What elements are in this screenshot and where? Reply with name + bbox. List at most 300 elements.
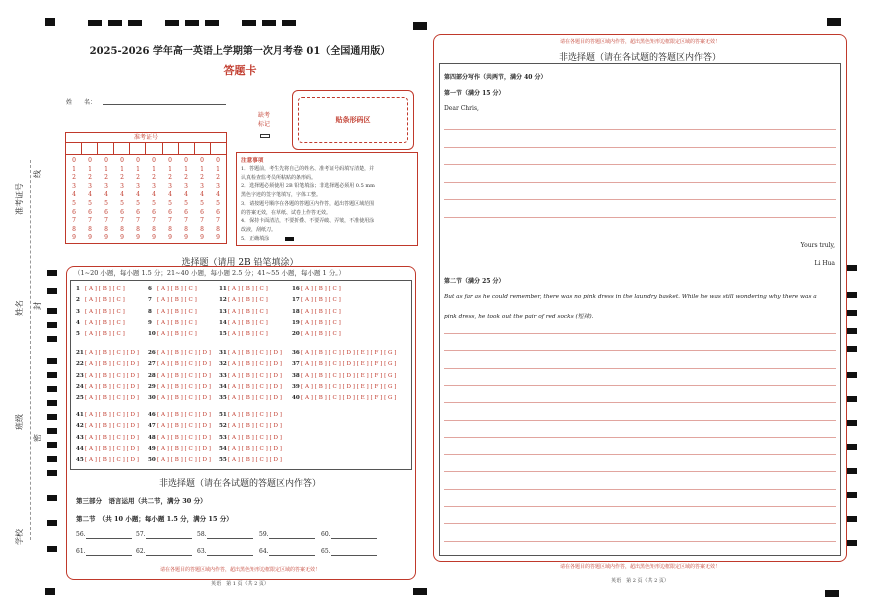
mc-options[interactable]: [ A ] [ B ] [ C ]	[85, 286, 125, 292]
exam-digit-bubble[interactable]: 0	[72, 157, 76, 164]
mc-question-number: 8	[148, 308, 152, 315]
mc-question[interactable]	[219, 309, 268, 315]
mc-options[interactable]: [ A ] [ B ] [ C ] [ D ] [ E ] [ F ] [ G ]	[301, 372, 397, 379]
mc-options[interactable]: [ A ] [ B ] [ C ]	[157, 319, 197, 326]
exam-digit-bubble[interactable]: 2	[136, 174, 140, 182]
mc-question[interactable]	[76, 361, 139, 367]
exam-digit-bubble[interactable]: 1	[120, 165, 124, 173]
mc-question[interactable]	[76, 446, 139, 452]
exam-digit-bubble[interactable]: 3	[168, 182, 172, 190]
exam-digit-bubble[interactable]: 5	[168, 199, 172, 207]
mc-options[interactable]: [ A ] [ B ] [ C ]	[85, 319, 125, 326]
exam-digit-bubble[interactable]: 1	[88, 165, 92, 173]
writing-line[interactable]	[444, 199, 836, 200]
mc-question[interactable]	[292, 384, 396, 390]
mc-options[interactable]: [ A ] [ B ] [ C ] [ D ]	[228, 383, 282, 390]
mc-question[interactable]	[219, 320, 268, 326]
mc-question[interactable]	[219, 350, 282, 356]
blank-answer-line[interactable]	[269, 555, 315, 556]
mc-question[interactable]	[219, 297, 268, 303]
mc-options[interactable]: [ A ] [ B ] [ C ] [ D ]	[157, 350, 211, 356]
mc-question[interactable]	[219, 361, 282, 367]
mc-options[interactable]: [ A ] [ B ] [ C ]	[157, 297, 197, 304]
exam-digit-bubble[interactable]: 9	[200, 234, 204, 242]
mc-options[interactable]: [ A ] [ B ] [ C ] [ D ]	[228, 350, 282, 356]
blank-answer-line[interactable]	[207, 538, 253, 539]
exam-digit-bubble[interactable]: 5	[104, 199, 108, 207]
exam-digit-bubble[interactable]: 4	[72, 191, 76, 199]
exam-digit-bubble[interactable]: 8	[200, 225, 204, 233]
blank-answer-line[interactable]	[146, 555, 192, 556]
timing-mark	[47, 308, 57, 314]
mc-question[interactable]	[219, 435, 282, 441]
blank-label: 62.	[136, 548, 146, 555]
exam-digit-bubble[interactable]: 0	[120, 157, 124, 164]
exam-digit-bubble[interactable]: 0	[136, 157, 140, 164]
mc-question-number: 18	[292, 308, 300, 315]
mc-question-number: 2	[76, 297, 80, 304]
exam-digit-bubble[interactable]: 1	[152, 165, 156, 173]
mc-options[interactable]: [ A ] [ B ] [ C ] [ D ]	[228, 361, 282, 368]
mc-question[interactable]	[148, 384, 211, 390]
mc-question[interactable]	[219, 395, 282, 401]
mc-question[interactable]	[219, 286, 268, 292]
exam-digit-bubble[interactable]: 0	[152, 157, 156, 164]
exam-digit-bubble[interactable]: 3	[72, 182, 76, 190]
mc-options[interactable]: [ A ] [ B ] [ C ]	[301, 319, 341, 326]
exam-digit-bubble[interactable]: 3	[120, 182, 124, 190]
exam-digit-bubble[interactable]: 9	[184, 234, 188, 242]
exam-digit-bubble[interactable]: 9	[88, 234, 92, 242]
timing-mark	[847, 468, 857, 474]
mc-question[interactable]	[292, 309, 341, 315]
mc-question[interactable]	[292, 286, 341, 292]
right-page-number: 英语 第 2 页（共 2 页）	[611, 578, 669, 584]
mc-subtitle: （1~20 小题，每小题 1.5 分；21~40 小题，每小题 2.5 分；41~55 小题，每小题 1 分。）	[74, 269, 345, 277]
mc-question[interactable]	[219, 412, 282, 418]
timing-mark	[47, 442, 57, 448]
exam-digit-bubble[interactable]: 3	[104, 182, 108, 190]
name-field[interactable]	[103, 104, 226, 105]
exam-digit-bubble[interactable]: 3	[88, 182, 92, 190]
mc-question[interactable]	[148, 395, 211, 401]
exam-digit-bubble[interactable]: 4	[200, 191, 204, 199]
mc-options[interactable]: [ A ] [ B ] [ C ] [ D ]	[85, 423, 139, 430]
mc-options[interactable]: [ A ] [ B ] [ C ] [ D ]	[157, 361, 211, 368]
exam-digit-bubble[interactable]: 5	[184, 199, 188, 207]
mc-options[interactable]: [ A ] [ B ] [ C ] [ D ]	[228, 372, 282, 379]
blank-label: 56.	[76, 531, 86, 538]
mc-options[interactable]: [ A ] [ B ] [ C ]	[301, 297, 341, 304]
exam-digit-bubble[interactable]: 2	[120, 174, 124, 182]
exam-digit-bubble[interactable]: 7	[88, 217, 92, 225]
note-line: 1．答题前，考生先将自己的姓名、准考证号码填写清楚，并	[241, 166, 375, 172]
mc-question[interactable]	[76, 331, 125, 337]
exam-digit-bubble[interactable]: 1	[104, 165, 108, 173]
writing-line[interactable]	[444, 385, 836, 386]
mc-question[interactable]	[76, 373, 139, 379]
mc-question[interactable]	[148, 320, 197, 326]
writing-line[interactable]	[444, 420, 836, 421]
exam-digit-bubble[interactable]: 8	[104, 225, 108, 233]
writing-line[interactable]	[444, 129, 836, 130]
mc-question-number: 16	[292, 286, 300, 292]
mc-options[interactable]: [ A ] [ B ] [ C ] [ D ]	[85, 383, 139, 390]
exam-digit-bubble[interactable]: 5	[120, 199, 124, 207]
absent-checkbox[interactable]	[260, 134, 270, 138]
mc-question-number: 34	[219, 383, 227, 390]
exam-digit-bubble[interactable]: 6	[152, 208, 156, 216]
timing-mark	[262, 20, 276, 26]
writing-line[interactable]	[444, 402, 836, 403]
mc-question[interactable]	[292, 320, 341, 326]
writing-line[interactable]	[444, 147, 836, 148]
mc-options[interactable]: [ A ] [ B ] [ C ]	[228, 297, 268, 304]
writing-line[interactable]	[444, 350, 836, 351]
mc-options[interactable]: [ A ] [ B ] [ C ] [ D ]	[85, 445, 139, 452]
mc-question[interactable]	[76, 286, 125, 292]
mc-question[interactable]	[148, 350, 211, 356]
exam-digit-bubble[interactable]: 6	[184, 208, 188, 216]
binding-line	[30, 160, 31, 540]
blank-answer-line[interactable]	[207, 555, 253, 556]
exam-digit-bubble[interactable]: 9	[216, 234, 220, 242]
exam-digit-bubble[interactable]: 1	[136, 165, 140, 173]
mc-options[interactable]: [ A ] [ B ] [ C ] [ D ]	[85, 457, 139, 464]
mc-options[interactable]: [ A ] [ B ] [ C ] [ D ] [ E ] [ F ] [ G ]	[301, 361, 397, 368]
exam-digit-bubble[interactable]: 2	[184, 174, 188, 182]
exam-digit-bubble[interactable]: 1	[184, 165, 188, 173]
mc-options[interactable]: [ A ] [ B ] [ C ] [ D ]	[157, 445, 211, 452]
mc-question[interactable]	[76, 412, 139, 418]
mc-question[interactable]	[148, 423, 211, 429]
exam-digit-bubble[interactable]: 6	[104, 208, 108, 216]
mc-options[interactable]: [ A ] [ B ] [ C ] [ D ]	[228, 412, 282, 418]
blank-answer-line[interactable]	[269, 538, 315, 539]
mc-options[interactable]: [ A ] [ B ] [ C ] [ D ]	[228, 457, 282, 464]
mc-options[interactable]: [ A ] [ B ] [ C ]	[228, 308, 268, 315]
mc-options[interactable]: [ A ] [ B ] [ C ] [ D ]	[157, 423, 211, 430]
mc-question[interactable]	[219, 457, 282, 463]
mc-question[interactable]	[219, 373, 282, 379]
mc-question[interactable]	[76, 320, 125, 326]
exam-digit-bubble[interactable]: 3	[200, 182, 204, 190]
mc-question-number: 1	[76, 286, 80, 292]
sec1-title: 第一节（满分 15 分）	[444, 90, 505, 97]
writing-line[interactable]	[444, 489, 836, 490]
registration-mark	[827, 18, 841, 26]
absent-label: 缺考 标记	[257, 112, 270, 128]
writing-line[interactable]	[444, 506, 836, 507]
timing-mark	[847, 265, 857, 271]
mc-options[interactable]: [ A ] [ B ] [ C ]	[85, 331, 125, 338]
notes-box	[236, 152, 418, 246]
exam-digit-bubble[interactable]: 2	[200, 174, 204, 182]
mc-question[interactable]	[219, 446, 282, 452]
writing-line[interactable]	[444, 471, 836, 472]
exam-digit-bubble[interactable]: 5	[152, 199, 156, 207]
mc-options[interactable]: [ A ] [ B ] [ C ] [ D ]	[85, 372, 139, 379]
exam-digit-bubble[interactable]: 6	[200, 208, 204, 216]
exam-digit-bubble[interactable]: 0	[168, 157, 172, 164]
mc-question-number: 24	[76, 383, 84, 390]
mc-question[interactable]	[148, 361, 211, 367]
mc-question[interactable]	[76, 423, 139, 429]
exam-digit-bubble[interactable]: 7	[184, 217, 188, 225]
mc-question-number: 7	[148, 297, 152, 304]
exam-digit-column[interactable]	[162, 157, 178, 243]
mc-options[interactable]: [ A ] [ B ] [ C ]	[301, 286, 341, 292]
exam-digit-bubble[interactable]: 0	[200, 157, 204, 164]
exam-digit-bubble[interactable]: 7	[216, 217, 220, 225]
mc-question[interactable]	[76, 395, 139, 401]
mc-options[interactable]: [ A ] [ B ] [ C ]	[157, 308, 197, 315]
mc-question-number: 39	[292, 383, 300, 390]
mc-question[interactable]	[76, 297, 125, 303]
exam-digit-bubble[interactable]: 5	[88, 199, 92, 207]
mc-options[interactable]: [ A ] [ B ] [ C ] [ D ] [ E ] [ F ] [ G ]	[301, 383, 397, 390]
mc-options[interactable]: [ A ] [ B ] [ C ]	[301, 308, 341, 315]
mc-question[interactable]	[219, 423, 282, 429]
mc-question-number: 9	[148, 319, 152, 326]
exam-digit-bubble[interactable]: 7	[152, 217, 156, 225]
mc-options[interactable]: [ A ] [ B ] [ C ] [ D ]	[157, 434, 211, 441]
writing-line[interactable]	[444, 164, 836, 165]
mc-question[interactable]	[76, 350, 139, 356]
writing-line[interactable]	[444, 182, 836, 183]
writing-line[interactable]	[444, 217, 836, 218]
exam-digit-bubble[interactable]: 9	[120, 234, 124, 242]
mc-options[interactable]: [ A ] [ B ] [ C ] [ D ]	[157, 457, 211, 464]
exam-digit-bubble[interactable]: 6	[72, 208, 76, 216]
blank-answer-line[interactable]	[331, 555, 377, 556]
exam-digit-column[interactable]	[66, 157, 82, 243]
exam-digit-bubble[interactable]: 8	[216, 225, 220, 233]
exam-digit-bubble[interactable]: 8	[136, 225, 140, 233]
mc-options[interactable]: [ A ] [ B ] [ C ] [ D ]	[228, 434, 282, 441]
mc-options[interactable]: [ A ] [ B ] [ C ] [ D ]	[85, 395, 139, 402]
mc-question-number: 40	[292, 395, 300, 402]
exam-digit-bubble[interactable]: 8	[72, 225, 76, 233]
mc-question[interactable]	[148, 373, 211, 379]
blank-answer-line[interactable]	[146, 538, 192, 539]
timing-mark	[47, 288, 57, 294]
mc-question-number: 44	[76, 445, 84, 452]
mc-options[interactable]: [ A ] [ B ] [ C ] [ D ]	[85, 434, 139, 441]
exam-digit-bubble[interactable]: 7	[200, 217, 204, 225]
exam-digit-bubble[interactable]: 4	[152, 191, 156, 199]
exam-digit-column[interactable]	[178, 157, 194, 243]
exam-digit-bubble[interactable]: 8	[168, 225, 172, 233]
exam-digit-bubble[interactable]: 4	[88, 191, 92, 199]
mc-options[interactable]: [ A ] [ B ] [ C ] [ D ]	[85, 361, 139, 368]
mc-question-number: 15	[219, 331, 227, 338]
mc-options[interactable]: [ A ] [ B ] [ C ] [ D ]	[157, 372, 211, 379]
exam-digit-bubble[interactable]: 7	[120, 217, 124, 225]
mc-question[interactable]	[76, 309, 125, 315]
writing-line[interactable]	[444, 523, 836, 524]
exam-digit-bubble[interactable]: 9	[136, 234, 140, 242]
mc-question-number: 54	[219, 445, 227, 452]
mc-options[interactable]: [ A ] [ B ] [ C ] [ D ]	[157, 412, 211, 418]
writing-line[interactable]	[444, 454, 836, 455]
exam-digit-bubble[interactable]: 1	[216, 165, 220, 173]
exam-digit-bubble[interactable]: 3	[184, 182, 188, 190]
exam-digit-column[interactable]	[210, 157, 226, 243]
mc-question[interactable]	[148, 297, 197, 303]
mc-options[interactable]: [ A ] [ B ] [ C ] [ D ] [ E ] [ F ] [ G ]	[301, 350, 397, 356]
exam-digit-bubble[interactable]: 1	[72, 165, 76, 173]
mc-options[interactable]: [ A ] [ B ] [ C ]	[157, 286, 197, 292]
exam-digit-bubble[interactable]: 0	[104, 157, 108, 164]
exam-digit-bubble[interactable]: 6	[168, 208, 172, 216]
mc-options[interactable]: [ A ] [ B ] [ C ] [ D ] [ E ] [ F ] [ G ]	[301, 395, 397, 402]
exam-digit-bubble[interactable]: 6	[136, 208, 140, 216]
exam-digit-bubble[interactable]: 7	[136, 217, 140, 225]
exam-digit-bubble[interactable]: 2	[88, 174, 92, 182]
mc-question[interactable]	[292, 373, 396, 379]
exam-digit-bubble[interactable]: 9	[152, 234, 156, 242]
mc-question-number: 28	[148, 372, 156, 379]
exam-digit-bubble[interactable]: 9	[168, 234, 172, 242]
nonmc-title: 非选择题（请在各试题的答题区内作答）	[158, 479, 321, 489]
mc-question[interactable]	[148, 412, 211, 418]
timing-mark	[47, 428, 57, 434]
mc-question[interactable]	[148, 446, 211, 452]
exam-digit-bubble[interactable]: 3	[136, 182, 140, 190]
exam-digit-column[interactable]	[98, 157, 114, 243]
exam-digit-column[interactable]	[114, 157, 130, 243]
mc-options[interactable]: [ A ] [ B ] [ C ] [ D ]	[157, 383, 211, 390]
exam-digit-column[interactable]	[82, 157, 98, 243]
exam-digit-bubble[interactable]: 0	[216, 157, 220, 164]
side-label-seal: 封	[33, 302, 42, 310]
exam-digit-bubble[interactable]: 9	[104, 234, 108, 242]
mc-question[interactable]	[148, 331, 197, 337]
mc-options[interactable]: [ A ] [ B ] [ C ] [ D ]	[85, 350, 139, 356]
mc-options[interactable]: [ A ] [ B ] [ C ]	[85, 297, 125, 304]
mc-options[interactable]: [ A ] [ B ] [ C ]	[157, 331, 197, 338]
exam-digit-bubble[interactable]: 0	[88, 157, 92, 164]
blank-label: 61.	[76, 548, 86, 555]
mc-options[interactable]: [ A ] [ B ] [ C ] [ D ]	[228, 445, 282, 452]
mc-question[interactable]	[148, 309, 197, 315]
exam-digit-bubble[interactable]: 4	[184, 191, 188, 199]
exam-digit-bubble[interactable]: 6	[88, 208, 92, 216]
blank-label: 59.	[259, 531, 269, 538]
mc-question[interactable]	[292, 297, 341, 303]
barcode-area: 贴条形码区	[292, 90, 414, 150]
writing-line[interactable]	[444, 368, 836, 369]
mc-question-number: 12	[219, 297, 227, 304]
exam-digit-bubble[interactable]: 8	[184, 225, 188, 233]
prompt-line-1: But as far as he could remember, there was no pink dress in the laundry basket. While he was still wondering why there was a	[444, 294, 817, 300]
exam-digit-column[interactable]	[146, 157, 162, 243]
exam-digit-bubble[interactable]: 4	[168, 191, 172, 199]
writing-line[interactable]	[444, 333, 836, 334]
blank-label: 57.	[136, 531, 146, 538]
exam-digit-bubble[interactable]: 7	[104, 217, 108, 225]
exam-digit-bubble[interactable]: 8	[88, 225, 92, 233]
blank-answer-line[interactable]	[86, 538, 132, 539]
mc-question[interactable]	[148, 457, 211, 463]
exam-digit-bubble[interactable]: 8	[120, 225, 124, 233]
note-line: 的答案无效，在草纸、试卷上作答无效。	[241, 209, 332, 216]
mc-question[interactable]	[219, 384, 282, 390]
mc-question-number: 21	[76, 350, 84, 356]
exam-digit-bubble[interactable]: 3	[216, 182, 220, 190]
mc-question[interactable]	[292, 350, 396, 356]
exam-digit-bubble[interactable]: 5	[136, 199, 140, 207]
mc-options[interactable]: [ A ] [ B ] [ C ] [ D ]	[228, 423, 282, 430]
mc-question[interactable]	[219, 331, 268, 337]
mc-options[interactable]: [ A ] [ B ] [ C ]	[85, 308, 125, 315]
mc-question[interactable]	[76, 457, 139, 463]
exam-digit-bubble[interactable]: 2	[152, 174, 156, 182]
exam-digit-column[interactable]	[130, 157, 146, 243]
exam-digit-bubble[interactable]: 6	[120, 208, 124, 216]
blank-answer-line[interactable]	[331, 538, 377, 539]
mc-options[interactable]: [ A ] [ B ] [ C ]	[228, 331, 268, 338]
exam-digit-bubble[interactable]: 7	[168, 217, 172, 225]
mc-question[interactable]	[148, 286, 197, 292]
right-footer-warning: 请在各题目的答题区域内作答，超出黑色矩形边框限定区域的答案无效！	[559, 564, 720, 570]
exam-digit-bubble[interactable]: 1	[200, 165, 204, 173]
mc-question[interactable]	[76, 384, 139, 390]
timing-mark	[847, 310, 857, 316]
blank-answer-line[interactable]	[86, 555, 132, 556]
mc-question[interactable]	[76, 435, 139, 441]
mc-options[interactable]: [ A ] [ B ] [ C ] [ D ]	[85, 412, 139, 418]
exam-number-grid[interactable]	[65, 132, 227, 244]
exam-digit-bubble[interactable]: 1	[168, 165, 172, 173]
exam-digit-bubble[interactable]: 4	[104, 191, 108, 199]
exam-digit-bubble[interactable]: 7	[72, 217, 76, 225]
exam-digit-bubble[interactable]: 2	[104, 174, 108, 182]
mc-question[interactable]	[292, 361, 396, 367]
exam-digit-bubble[interactable]: 6	[216, 208, 220, 216]
exam-digit-bubble[interactable]: 9	[72, 234, 76, 242]
exam-digit-bubble[interactable]: 2	[216, 174, 220, 182]
mc-options[interactable]: [ A ] [ B ] [ C ]	[228, 319, 268, 326]
exam-digit-bubble[interactable]: 4	[216, 191, 220, 199]
exam-digit-bubble[interactable]: 2	[168, 174, 172, 182]
exam-digit-bubble[interactable]: 8	[152, 225, 156, 233]
mc-question[interactable]	[292, 331, 341, 337]
exam-digit-bubble[interactable]: 5	[200, 199, 204, 207]
mc-question[interactable]	[292, 395, 396, 401]
mc-options[interactable]: [ A ] [ B ] [ C ]	[301, 331, 341, 338]
exam-digit-bubble[interactable]: 5	[216, 199, 220, 207]
exam-digit-bubble[interactable]: 0	[184, 157, 188, 164]
mc-options[interactable]: [ A ] [ B ] [ C ] [ D ]	[228, 395, 282, 402]
side-label-secret: 密	[33, 434, 42, 442]
timing-mark	[47, 470, 57, 476]
exam-digit-column[interactable]	[194, 157, 210, 243]
mc-options[interactable]: [ A ] [ B ] [ C ]	[228, 286, 268, 292]
writing-line[interactable]	[444, 541, 836, 542]
exam-digit-bubble[interactable]: 3	[152, 182, 156, 190]
writing-line[interactable]	[444, 437, 836, 438]
exam-digit-bubble[interactable]: 2	[72, 174, 76, 182]
exam-digit-bubble[interactable]: 4	[136, 191, 140, 199]
mc-question-number: 6	[148, 286, 152, 292]
mc-options[interactable]: [ A ] [ B ] [ C ] [ D ]	[157, 395, 211, 402]
exam-digit-bubble[interactable]: 4	[120, 191, 124, 199]
exam-digit-bubble[interactable]: 5	[72, 199, 76, 207]
mc-question[interactable]	[148, 435, 211, 441]
timing-mark	[242, 20, 256, 26]
